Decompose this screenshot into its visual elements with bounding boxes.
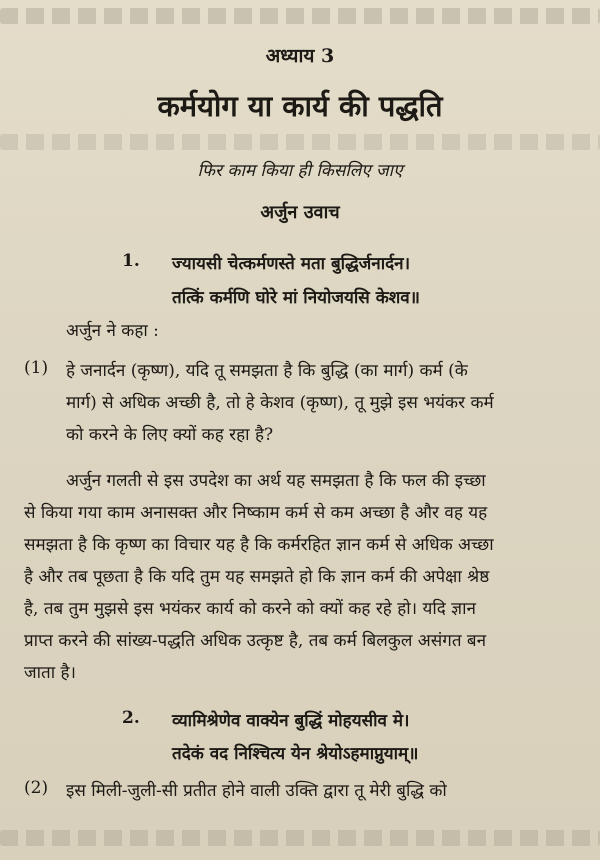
chapter-label: अध्याय 3 [265,45,335,67]
bleed-through-text-bottom [0,830,600,846]
translation-line: हे जनार्दन (कृष्ण), यदि तू समझता है कि बुद्धि (का मार्ग) कर्म (के [66,361,468,381]
bleed-through-text-top [0,8,600,24]
translation-line: को करने के लिए क्यों कह रहा है? [66,425,274,445]
section-subtitle: फिर काम किया ही किसलिए जाए [197,161,403,181]
commentary-line: अर्जुन गलती से इस उपदेश का अर्थ यह समझता है कि फल की इच्छा [66,471,486,491]
bleed-through-text-middle [0,134,600,150]
verse-line: ज्यायसी चेत्कर्मणस्ते मता बुद्धिर्जनार्दन। [172,254,411,274]
translation-number: (1) [24,358,49,378]
commentary-line: है, तब तुम मुझसे इस भयंकर कार्य को करने को क्यों कह रहे हो। यदि ज्ञान [24,599,476,619]
verse-line: तदेकं वद निश्चित्य येन श्रेयोऽहमाप्नुयाम्॥ [172,744,419,764]
verse-line: तत्किं कर्मणि घोरे मां नियोजयसि केशव॥ [172,288,420,308]
commentary-line: से किया गया काम अनासक्त और निष्काम कर्म से कम अच्छा है और वह यह [24,503,488,523]
verse-number: 1. [122,251,140,271]
verse-number: 2. [122,708,140,728]
translation-line: इस मिली-जुली-सी प्रतीत होने वाली उक्ति द्वारा तू मेरी बुद्धि को [66,781,447,801]
arjuna-said-label: अर्जुन ने कहा : [66,321,159,341]
translation-number: (2) [24,778,49,798]
commentary-line: समझता है कि कृष्ण का विचार यह है कि कर्मरहित ज्ञान कर्म से अधिक अच्छा [24,535,494,555]
translation-line: मार्ग) से अधिक अच्छी है, तो हे केशव (कृष्ण), तू मुझे इस भयंकर कर्म [66,393,494,413]
speaker-heading: अर्जुन उवाच [260,202,340,223]
commentary-line: है और तब पूछता है कि यदि तुम यह समझते हो कि ज्ञान कर्म की अपेक्षा श्रेष्ठ [24,567,490,587]
verse-line: व्यामिश्रेणेव वाक्येन बुद्धिं मोहयसीव मे। [172,711,410,731]
commentary-line: जाता है। [24,663,76,683]
commentary-line: प्राप्त करने की सांख्य-पद्धति अधिक उत्कृष्ट है, तब कर्म बिलकुल असंगत बन [24,631,487,651]
chapter-title: कर्मयोग या कार्य की पद्धति [157,89,443,123]
